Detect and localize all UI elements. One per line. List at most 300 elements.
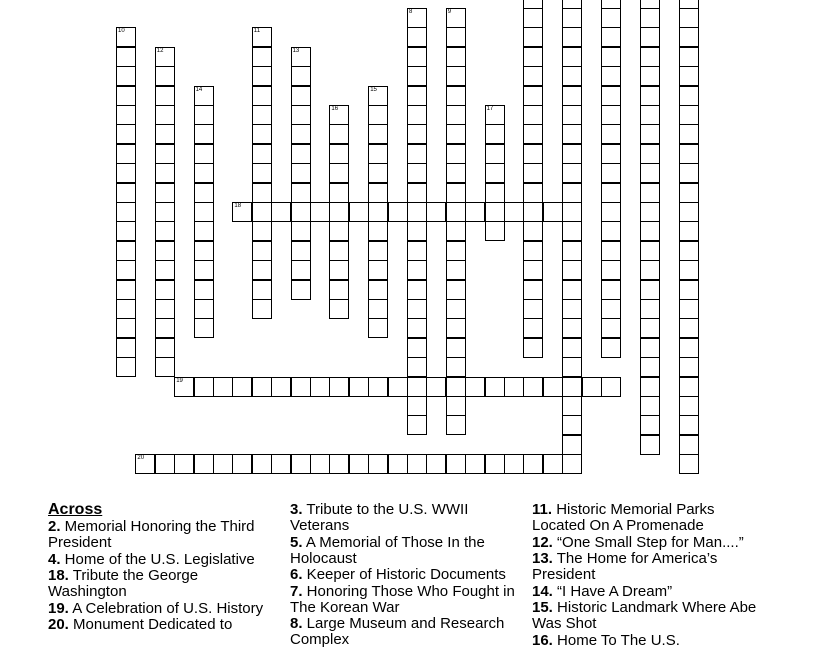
grid-cell[interactable] [601, 338, 621, 358]
grid-cell[interactable] [368, 299, 388, 319]
grid-cell[interactable] [640, 357, 660, 377]
grid-cell[interactable] [523, 144, 543, 164]
grid-cell[interactable] [291, 202, 311, 222]
grid-cell[interactable] [252, 86, 272, 106]
grid-cell[interactable] [155, 318, 175, 338]
grid-cell[interactable] [155, 163, 175, 183]
grid-cell[interactable] [485, 163, 505, 183]
grid-cell[interactable] [252, 299, 272, 319]
grid-cell[interactable] [543, 377, 563, 397]
grid-cell[interactable] [446, 221, 466, 241]
grid-cell[interactable] [562, 144, 582, 164]
grid-cell[interactable] [155, 47, 175, 67]
grid-cell[interactable] [446, 105, 466, 125]
grid-cell[interactable] [329, 221, 349, 241]
grid-cell[interactable] [601, 202, 621, 222]
grid-cell[interactable] [562, 27, 582, 47]
grid-cell[interactable] [310, 454, 330, 474]
clue-across-4[interactable]: 4. Home of the U.S. Legislative [48, 550, 255, 568]
grid-cell[interactable] [679, 144, 699, 164]
grid-cell[interactable] [601, 318, 621, 338]
clue-5[interactable]: 5. A Memorial of Those In the Holocaust [290, 533, 485, 567]
grid-cell[interactable] [562, 221, 582, 241]
grid-cell[interactable] [407, 66, 427, 86]
grid-cell[interactable] [252, 280, 272, 300]
grid-cell[interactable] [368, 86, 388, 106]
grid-cell[interactable] [368, 241, 388, 261]
grid-cell[interactable] [446, 27, 466, 47]
grid-cell[interactable] [291, 183, 311, 203]
grid-cell[interactable] [601, 183, 621, 203]
grid-cell[interactable] [116, 260, 136, 280]
grid-cell[interactable] [640, 280, 660, 300]
grid-cell[interactable] [155, 105, 175, 125]
grid-cell[interactable] [349, 377, 369, 397]
grid-cell[interactable] [116, 105, 136, 125]
grid-cell[interactable] [271, 454, 291, 474]
grid-cell[interactable] [523, 454, 543, 474]
grid-cell[interactable] [329, 105, 349, 125]
clue-across-19[interactable]: 19. A Celebration of U.S. History [48, 599, 264, 617]
grid-cell[interactable] [407, 338, 427, 358]
grid-cell[interactable] [407, 144, 427, 164]
grid-cell[interactable] [485, 183, 505, 203]
grid-cell[interactable] [465, 377, 485, 397]
grid-cell[interactable] [543, 202, 563, 222]
grid-cell[interactable] [601, 299, 621, 319]
grid-cell[interactable] [485, 454, 505, 474]
grid-cell[interactable] [194, 144, 214, 164]
grid-cell[interactable] [407, 105, 427, 125]
grid-cell[interactable] [679, 260, 699, 280]
grid-cell[interactable] [368, 144, 388, 164]
grid-cell[interactable] [523, 202, 543, 222]
grid-cell[interactable] [562, 454, 582, 474]
grid-cell[interactable] [426, 377, 446, 397]
grid-cell[interactable] [562, 318, 582, 338]
clue-down-15[interactable]: 15. Historic Landmark Where Abe Was Shot [532, 599, 757, 632]
grid-cell[interactable] [194, 454, 214, 474]
grid-cell[interactable] [446, 47, 466, 67]
grid-cell[interactable] [562, 183, 582, 203]
grid-cell[interactable] [388, 377, 408, 397]
grid-cell[interactable] [562, 66, 582, 86]
grid-cell[interactable] [252, 183, 272, 203]
grid-cell[interactable] [291, 260, 311, 280]
grid-cell[interactable] [679, 27, 699, 47]
grid-cell[interactable] [291, 66, 311, 86]
grid-cell[interactable] [601, 377, 621, 397]
grid-cell[interactable] [155, 241, 175, 261]
grid-cell[interactable] [679, 435, 699, 455]
clue-across-18[interactable]: 18. Tribute the George Washington [48, 567, 199, 600]
grid-cell[interactable] [640, 435, 660, 455]
grid-cell[interactable] [601, 8, 621, 28]
grid-cell[interactable] [291, 241, 311, 261]
grid-cell[interactable] [252, 105, 272, 125]
grid-cell[interactable] [640, 415, 660, 435]
grid-cell[interactable] [679, 105, 699, 125]
grid-cell[interactable] [291, 454, 311, 474]
grid-cell[interactable] [446, 86, 466, 106]
grid-cell[interactable] [562, 105, 582, 125]
grid-cell[interactable] [601, 260, 621, 280]
grid-cell[interactable] [310, 377, 330, 397]
grid-cell[interactable] [329, 144, 349, 164]
grid-cell[interactable] [640, 221, 660, 241]
grid-cell[interactable] [271, 377, 291, 397]
grid-cell[interactable] [679, 221, 699, 241]
grid-cell[interactable] [640, 241, 660, 261]
grid-cell[interactable] [679, 415, 699, 435]
grid-cell[interactable] [329, 377, 349, 397]
grid-cell[interactable] [426, 202, 446, 222]
grid-cell[interactable] [485, 202, 505, 222]
grid-cell[interactable] [465, 454, 485, 474]
grid-cell[interactable] [582, 377, 602, 397]
grid-cell[interactable] [446, 338, 466, 358]
grid-cell[interactable] [368, 260, 388, 280]
grid-cell[interactable] [407, 8, 427, 28]
grid-cell[interactable] [291, 377, 311, 397]
grid-cell[interactable] [329, 241, 349, 261]
grid-cell[interactable] [679, 202, 699, 222]
grid-cell[interactable] [155, 183, 175, 203]
grid-cell[interactable] [252, 377, 272, 397]
grid-cell[interactable] [116, 299, 136, 319]
grid-cell[interactable] [562, 124, 582, 144]
grid-cell[interactable] [194, 163, 214, 183]
grid-cell[interactable] [485, 105, 505, 125]
grid-cell[interactable] [446, 241, 466, 261]
grid-cell[interactable] [601, 144, 621, 164]
grid-cell[interactable] [562, 396, 582, 416]
grid-cell[interactable] [523, 124, 543, 144]
clue-across-20[interactable]: 20. Monument Dedicated to [48, 616, 233, 633]
grid-cell[interactable] [368, 221, 388, 241]
clue-down-13[interactable]: 13. The Home for America’s President [532, 550, 718, 583]
grid-cell[interactable] [562, 241, 582, 261]
grid-cell[interactable] [504, 377, 524, 397]
clue-down-11[interactable]: 11. Historic Memorial Parks Located On A Promenade [532, 501, 715, 534]
grid-cell[interactable] [368, 105, 388, 125]
grid-cell[interactable] [446, 299, 466, 319]
grid-cell[interactable] [640, 66, 660, 86]
grid-cell[interactable] [523, 221, 543, 241]
grid-cell[interactable] [679, 280, 699, 300]
grid-cell[interactable] [485, 144, 505, 164]
grid-cell[interactable] [446, 377, 466, 397]
grid-cell[interactable] [174, 377, 194, 397]
grid-cell[interactable] [368, 280, 388, 300]
grid-cell[interactable] [116, 318, 136, 338]
grid-cell[interactable] [368, 377, 388, 397]
grid-cell[interactable] [640, 86, 660, 106]
grid-cell[interactable] [640, 8, 660, 28]
grid-cell[interactable] [562, 377, 582, 397]
grid-cell[interactable] [174, 454, 194, 474]
grid-cell[interactable] [349, 202, 369, 222]
grid-cell[interactable] [679, 299, 699, 319]
grid-cell[interactable] [155, 454, 175, 474]
grid-cell[interactable] [368, 454, 388, 474]
grid-cell[interactable] [252, 124, 272, 144]
grid-cell[interactable] [194, 202, 214, 222]
grid-cell[interactable] [523, 299, 543, 319]
grid-cell[interactable] [640, 396, 660, 416]
grid-cell[interactable] [116, 241, 136, 261]
grid-cell[interactable] [446, 280, 466, 300]
clue-across-2[interactable]: 2. Memorial Honoring the Third President [48, 518, 255, 551]
grid-cell[interactable] [155, 260, 175, 280]
grid-cell[interactable] [446, 163, 466, 183]
grid-cell[interactable] [562, 8, 582, 28]
grid-cell[interactable] [679, 377, 699, 397]
grid-cell[interactable] [329, 202, 349, 222]
grid-cell[interactable] [194, 260, 214, 280]
grid-cell[interactable] [155, 280, 175, 300]
grid-cell[interactable] [252, 163, 272, 183]
grid-cell[interactable] [446, 318, 466, 338]
grid-cell[interactable] [252, 144, 272, 164]
grid-cell[interactable] [194, 221, 214, 241]
grid-cell[interactable] [116, 86, 136, 106]
grid-cell[interactable] [329, 124, 349, 144]
grid-cell[interactable] [640, 27, 660, 47]
grid-cell[interactable] [194, 377, 214, 397]
grid-cell[interactable] [407, 260, 427, 280]
grid-cell[interactable] [640, 299, 660, 319]
grid-cell[interactable] [329, 454, 349, 474]
grid-cell[interactable] [116, 221, 136, 241]
grid-cell[interactable] [407, 183, 427, 203]
grid-cell[interactable] [446, 454, 466, 474]
grid-cell[interactable] [116, 47, 136, 67]
grid-cell[interactable] [679, 47, 699, 67]
grid-cell[interactable] [194, 183, 214, 203]
grid-cell[interactable] [446, 183, 466, 203]
grid-cell[interactable] [252, 47, 272, 67]
grid-cell[interactable] [543, 454, 563, 474]
grid-cell[interactable] [252, 260, 272, 280]
grid-cell[interactable] [446, 396, 466, 416]
grid-cell[interactable] [562, 86, 582, 106]
grid-cell[interactable] [252, 66, 272, 86]
grid-cell[interactable] [155, 66, 175, 86]
grid-cell[interactable] [485, 377, 505, 397]
grid-cell[interactable] [562, 260, 582, 280]
grid-cell[interactable] [291, 86, 311, 106]
grid-cell[interactable] [446, 202, 466, 222]
grid-cell[interactable] [155, 144, 175, 164]
grid-cell[interactable] [446, 144, 466, 164]
grid-cell[interactable] [446, 357, 466, 377]
grid-cell[interactable] [679, 454, 699, 474]
grid-cell[interactable] [485, 124, 505, 144]
grid-cell[interactable] [446, 66, 466, 86]
grid-cell[interactable] [523, 280, 543, 300]
grid-cell[interactable] [601, 105, 621, 125]
grid-cell[interactable] [640, 47, 660, 67]
grid-cell[interactable] [523, 66, 543, 86]
grid-cell[interactable] [388, 454, 408, 474]
grid-cell[interactable] [155, 299, 175, 319]
grid-cell[interactable] [407, 27, 427, 47]
clue-8[interactable]: 8. Large Museum and Research Complex [290, 615, 505, 648]
grid-cell[interactable] [252, 202, 272, 222]
grid-cell[interactable] [562, 338, 582, 358]
grid-cell[interactable] [504, 202, 524, 222]
grid-cell[interactable] [679, 396, 699, 416]
grid-cell[interactable] [407, 163, 427, 183]
grid-cell[interactable] [407, 241, 427, 261]
grid-cell[interactable] [523, 183, 543, 203]
grid-cell[interactable] [213, 377, 233, 397]
grid-cell[interactable] [601, 27, 621, 47]
grid-cell[interactable] [523, 338, 543, 358]
grid-cell[interactable] [329, 183, 349, 203]
grid-cell[interactable] [194, 241, 214, 261]
grid-cell[interactable] [155, 86, 175, 106]
grid-cell[interactable] [252, 454, 272, 474]
grid-cell[interactable] [271, 202, 291, 222]
grid-cell[interactable] [523, 27, 543, 47]
grid-cell[interactable] [213, 454, 233, 474]
grid-cell[interactable] [446, 8, 466, 28]
grid-cell[interactable] [523, 105, 543, 125]
grid-cell[interactable] [640, 163, 660, 183]
grid-cell[interactable] [232, 454, 252, 474]
grid-cell[interactable] [679, 241, 699, 261]
grid-cell[interactable] [562, 357, 582, 377]
grid-cell[interactable] [232, 377, 252, 397]
grid-cell[interactable] [523, 86, 543, 106]
grid-cell[interactable] [601, 66, 621, 86]
grid-cell[interactable] [194, 124, 214, 144]
grid-cell[interactable] [252, 27, 272, 47]
grid-cell[interactable] [194, 86, 214, 106]
grid-cell[interactable] [601, 47, 621, 67]
grid-cell[interactable] [194, 105, 214, 125]
grid-cell[interactable] [194, 318, 214, 338]
grid-cell[interactable] [368, 183, 388, 203]
clue-6[interactable]: 6. Keeper of Historic Documents [290, 566, 506, 583]
grid-cell[interactable] [407, 377, 427, 397]
grid-cell[interactable] [155, 338, 175, 358]
grid-cell[interactable] [368, 318, 388, 338]
grid-cell[interactable] [407, 318, 427, 338]
grid-cell[interactable] [601, 221, 621, 241]
grid-cell[interactable] [407, 299, 427, 319]
grid-cell[interactable] [523, 163, 543, 183]
grid-cell[interactable] [155, 124, 175, 144]
clue-down-16[interactable]: 16. Home To The U.S. [532, 631, 680, 649]
grid-cell[interactable] [679, 183, 699, 203]
grid-cell[interactable] [640, 144, 660, 164]
grid-cell[interactable] [601, 86, 621, 106]
grid-cell[interactable] [407, 357, 427, 377]
grid-cell[interactable] [679, 86, 699, 106]
grid-cell[interactable] [116, 27, 136, 47]
grid-cell[interactable] [368, 202, 388, 222]
grid-cell[interactable] [116, 163, 136, 183]
grid-cell[interactable] [601, 241, 621, 261]
grid-cell[interactable] [601, 163, 621, 183]
grid-cell[interactable] [601, 124, 621, 144]
grid-cell[interactable] [679, 318, 699, 338]
clue-down-14[interactable]: 14. “I Have A Dream” [532, 582, 673, 600]
grid-cell[interactable] [368, 124, 388, 144]
grid-cell[interactable] [252, 241, 272, 261]
grid-cell[interactable] [601, 280, 621, 300]
grid-cell[interactable] [640, 377, 660, 397]
grid-cell[interactable] [116, 144, 136, 164]
grid-cell[interactable] [368, 163, 388, 183]
grid-cell[interactable] [349, 454, 369, 474]
grid-cell[interactable] [523, 260, 543, 280]
grid-cell[interactable] [562, 163, 582, 183]
clue-3[interactable]: 3. Tribute to the U.S. WWII Veterans [290, 501, 469, 534]
grid-cell[interactable] [640, 183, 660, 203]
grid-cell[interactable] [155, 357, 175, 377]
grid-cell[interactable] [504, 454, 524, 474]
grid-cell[interactable] [116, 124, 136, 144]
grid-cell[interactable] [407, 86, 427, 106]
grid-cell[interactable] [640, 338, 660, 358]
grid-cell[interactable] [155, 221, 175, 241]
grid-cell[interactable] [562, 47, 582, 67]
grid-cell[interactable] [155, 202, 175, 222]
grid-cell[interactable] [116, 357, 136, 377]
grid-cell[interactable] [291, 105, 311, 125]
grid-cell[interactable] [562, 415, 582, 435]
grid-cell[interactable] [407, 124, 427, 144]
clue-7[interactable]: 7. Honoring Those Who Fought in The Korean War [290, 582, 515, 616]
grid-cell[interactable] [523, 318, 543, 338]
grid-cell[interactable] [679, 338, 699, 358]
grid-cell[interactable] [407, 396, 427, 416]
grid-cell[interactable] [291, 280, 311, 300]
grid-cell[interactable] [640, 318, 660, 338]
grid-cell[interactable] [252, 221, 272, 241]
grid-cell[interactable] [523, 377, 543, 397]
grid-cell[interactable] [291, 47, 311, 67]
grid-cell[interactable] [116, 280, 136, 300]
grid-cell[interactable] [329, 299, 349, 319]
clue-down-12[interactable]: 12. “One Small Step for Man....” [532, 533, 744, 551]
grid-cell[interactable] [116, 183, 136, 203]
grid-cell[interactable] [679, 357, 699, 377]
grid-cell[interactable] [116, 338, 136, 358]
grid-cell[interactable] [329, 280, 349, 300]
grid-cell[interactable] [446, 260, 466, 280]
grid-cell[interactable] [523, 47, 543, 67]
grid-cell[interactable] [640, 124, 660, 144]
grid-cell[interactable] [116, 202, 136, 222]
grid-cell[interactable] [291, 163, 311, 183]
grid-cell[interactable] [523, 8, 543, 28]
grid-cell[interactable] [388, 202, 408, 222]
grid-cell[interactable] [291, 124, 311, 144]
grid-cell[interactable] [465, 202, 485, 222]
grid-cell[interactable] [562, 202, 582, 222]
grid-cell[interactable] [446, 124, 466, 144]
grid-cell[interactable] [485, 221, 505, 241]
grid-cell[interactable] [640, 260, 660, 280]
grid-cell[interactable] [426, 454, 446, 474]
grid-cell[interactable] [329, 260, 349, 280]
grid-cell[interactable] [194, 280, 214, 300]
